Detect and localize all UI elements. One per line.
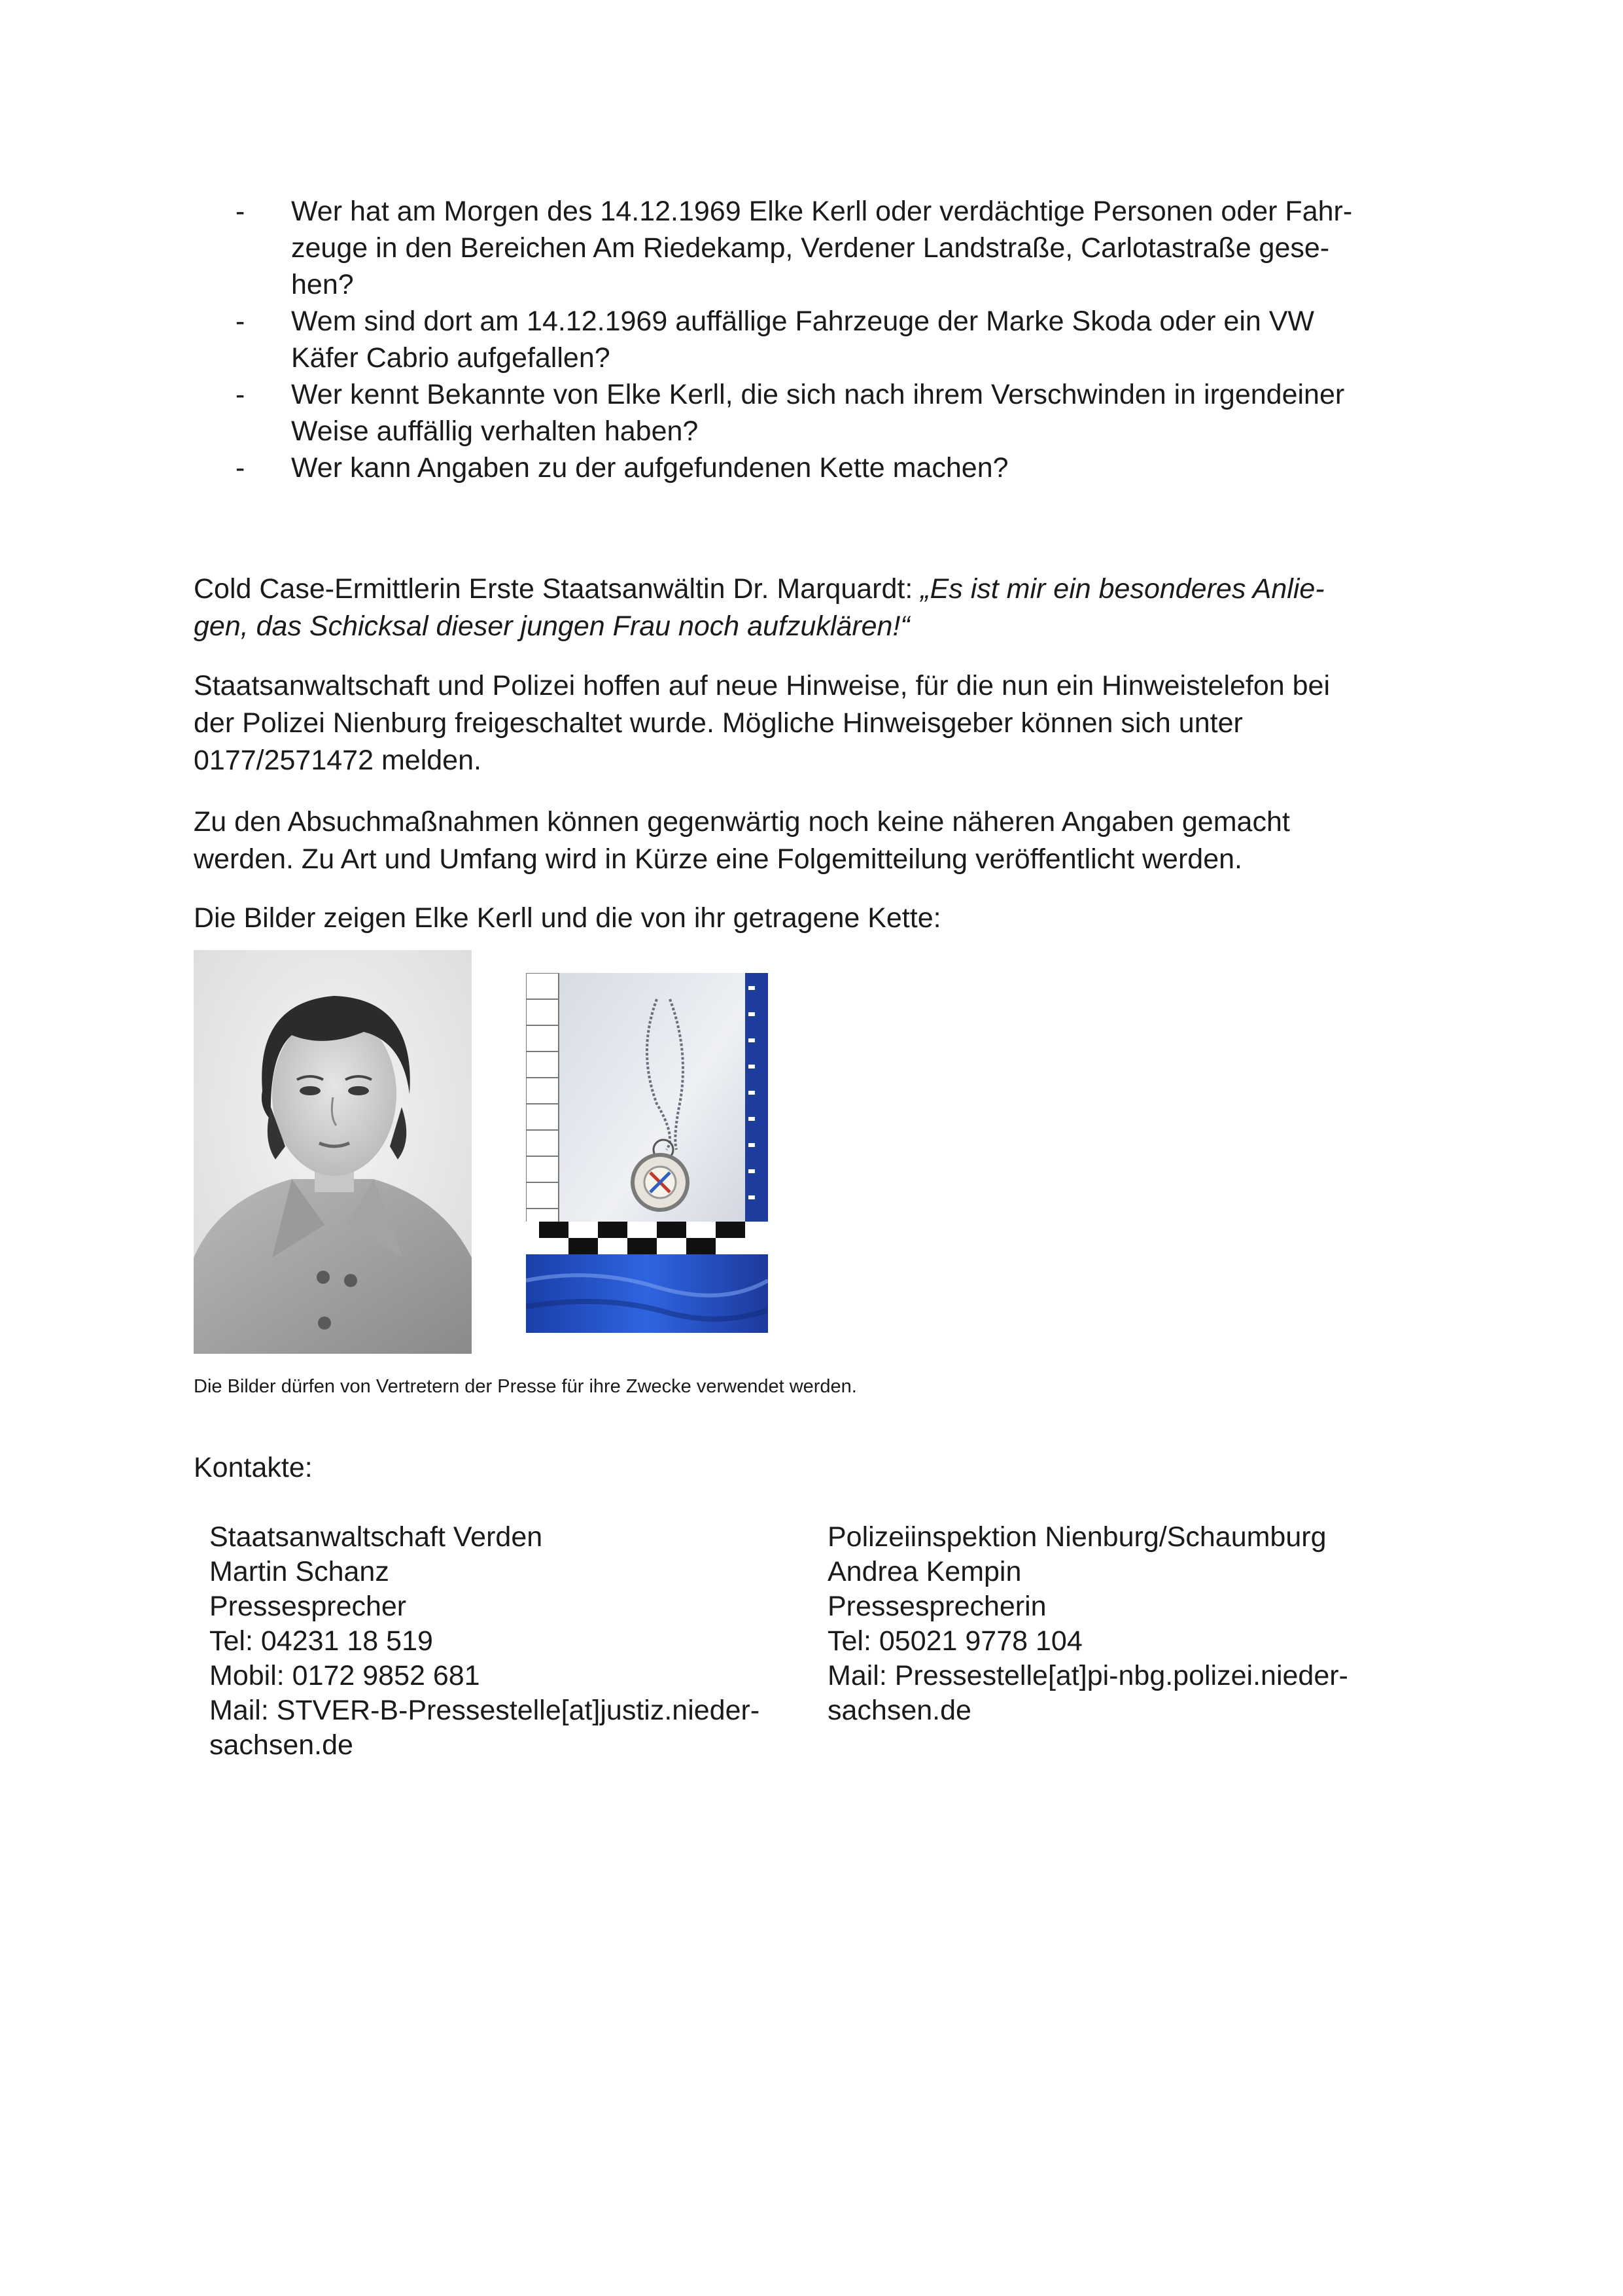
paragraph-line: 0177/2571472 melden. bbox=[194, 745, 481, 776]
contact-role: Pressesprecher bbox=[209, 1591, 407, 1622]
list-dash: - bbox=[236, 196, 245, 227]
contact-mail-cont: sachsen.de bbox=[828, 1695, 971, 1726]
contact-role: Pressesprecherin bbox=[828, 1591, 1047, 1622]
images-intro: Die Bilder zeigen Elke Kerll und die von ihr getragene Kette: bbox=[194, 902, 941, 934]
question-line: Wem sind dort am 14.12.1969 auffällige Fahrzeuge der Marke Skoda oder ein VW bbox=[291, 306, 1314, 337]
prosecutor-statement bbox=[194, 571, 1423, 645]
contact-organization: Polizeiinspektion Nienburg/Schaumburg bbox=[828, 1521, 1327, 1553]
contact-police bbox=[828, 1520, 1429, 1728]
contact-prosecutor bbox=[209, 1520, 811, 1763]
question-list bbox=[236, 193, 1472, 486]
question-item bbox=[236, 376, 1472, 450]
necklace-photo bbox=[526, 973, 768, 1333]
search-paragraph bbox=[194, 804, 1423, 878]
contact-mail: Mail: Pressestelle[at]pi-nbg.polizei.nieder- bbox=[828, 1660, 1348, 1691]
question-line: Wer kann Angaben zu der aufgefundenen Kette machen? bbox=[291, 452, 1009, 484]
question-line: Wer hat am Morgen des 14.12.1969 Elke Kerll oder verdächtige Personen oder Fahr- bbox=[291, 196, 1353, 227]
question-item bbox=[236, 193, 1472, 303]
hotline-paragraph bbox=[194, 667, 1423, 779]
contacts-title: Kontakte: bbox=[194, 1452, 313, 1483]
question-item bbox=[236, 303, 1472, 376]
question-line: Käfer Cabrio aufgefallen? bbox=[291, 342, 610, 374]
portrait-photo bbox=[194, 950, 472, 1354]
contact-organization: Staatsanwaltschaft Verden bbox=[209, 1521, 543, 1553]
contact-mail: Mail: STVER-B-Pressestelle[at]justiz.nieder- bbox=[209, 1695, 760, 1726]
contact-person: Andrea Kempin bbox=[828, 1556, 1022, 1587]
paragraph-line: Staatsanwaltschaft und Polizei hoffen auf neue Hinweise, für die nun ein Hinweistelefon bei bbox=[194, 670, 1331, 701]
statement-quote-line1: „Es ist mir ein besonderes Anlie- bbox=[920, 573, 1325, 605]
paragraph-line: der Polizei Nienburg freigeschaltet wurde. Mögliche Hinweisgeber können sich unter bbox=[194, 707, 1243, 739]
contact-mobile: Mobil: 0172 9852 681 bbox=[209, 1660, 480, 1691]
contact-person: Martin Schanz bbox=[209, 1556, 389, 1587]
question-line: zeuge in den Bereichen Am Riedekamp, Verdener Landstraße, Carlotastraße gese- bbox=[291, 232, 1330, 264]
paragraph-line: werden. Zu Art und Umfang wird in Kürze eine Folgemitteilung veröffentlicht werden. bbox=[194, 843, 1242, 875]
contact-mail-cont: sachsen.de bbox=[209, 1729, 353, 1761]
image-caption: Die Bilder dürfen von Vertretern der Presse für ihre Zwecke verwendet werden. bbox=[194, 1376, 857, 1397]
contact-phone: Tel: 04231 18 519 bbox=[209, 1625, 433, 1657]
contact-phone: Tel: 05021 9778 104 bbox=[828, 1625, 1083, 1657]
statement-intro: Cold Case-Ermittlerin Erste Staatsanwältin Dr. Marquardt: bbox=[194, 573, 921, 605]
question-line: hen? bbox=[291, 269, 354, 300]
question-line: Wer kennt Bekannte von Elke Kerll, die sich nach ihrem Verschwinden in irgendeiner bbox=[291, 379, 1345, 410]
list-dash: - bbox=[236, 379, 245, 410]
paragraph-line: Zu den Absuchmaßnahmen können gegenwärtig noch keine näheren Angaben gemacht bbox=[194, 806, 1290, 838]
question-line: Weise auffällig verhalten haben? bbox=[291, 415, 699, 447]
portrait-image bbox=[194, 950, 472, 1354]
list-dash: - bbox=[236, 452, 245, 484]
question-item bbox=[236, 450, 1472, 486]
statement-quote-line2: gen, das Schicksal dieser jungen Frau noch aufzuklären!“ bbox=[194, 610, 910, 642]
list-dash: - bbox=[236, 306, 245, 337]
necklace-image bbox=[526, 973, 768, 1333]
